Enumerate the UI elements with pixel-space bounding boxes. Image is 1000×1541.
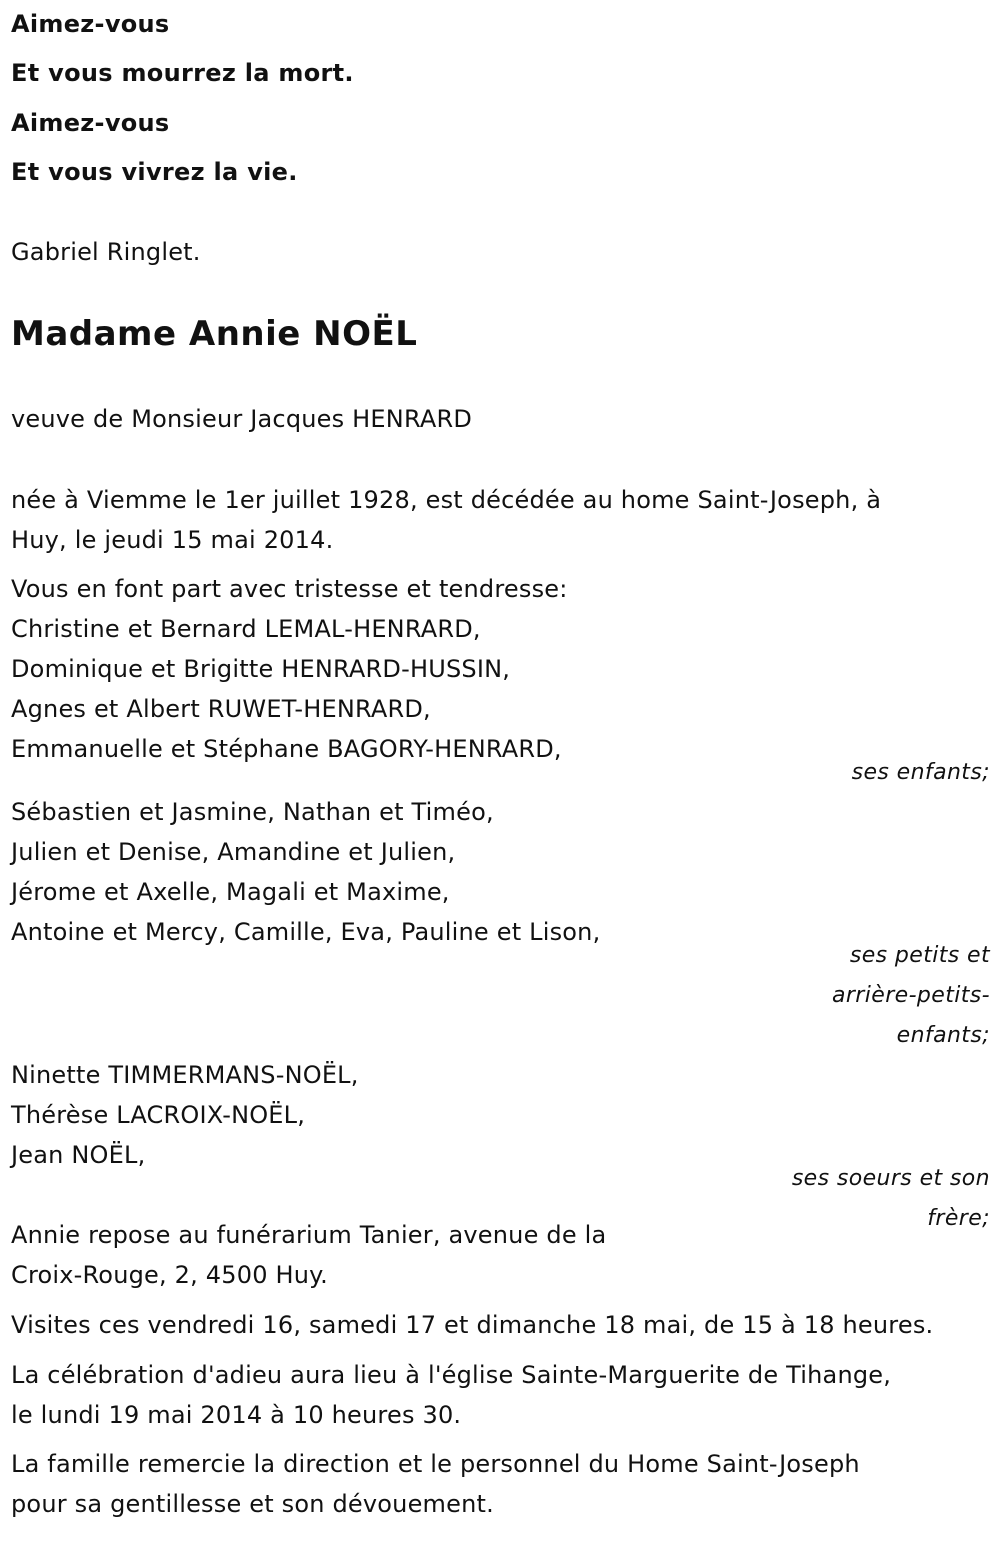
grandchild-3: Jérome et Axelle, Magali et Maxime,	[11, 878, 450, 906]
thanks-line-2: pour sa gentillesse et son dévouement.	[11, 1490, 494, 1518]
child-1: Christine et Bernard LEMAL-HENRARD,	[11, 615, 481, 643]
siblings-label-1: ses soeurs et son	[791, 1166, 990, 1191]
sibling-3: Jean NOËL,	[11, 1141, 146, 1169]
birth-death-line-1: née à Viemme le 1er juillet 1928, est décédée au home Saint-Joseph, à	[11, 486, 882, 514]
sibling-1: Ninette TIMMERMANS-NOËL,	[11, 1061, 359, 1089]
birth-death-line-2: Huy, le jeudi 15 mai 2014.	[11, 526, 334, 554]
poem-line-1: Aimez-vous	[11, 10, 170, 38]
visits: Visites ces vendredi 16, samedi 17 et dimanche 18 mai, de 15 à 18 heures.	[11, 1311, 934, 1339]
grandchildren-label-3: enfants;	[896, 1023, 990, 1048]
grandchildren-label-2: arrière-petits-	[831, 983, 990, 1008]
grandchild-2: Julien et Denise, Amandine et Julien,	[11, 838, 456, 866]
child-3: Agnes et Albert RUWET-HENRARD,	[11, 695, 431, 723]
rest-line-1: Annie repose au funérarium Tanier, avenue de la	[11, 1221, 607, 1249]
siblings-label-2: frère;	[927, 1206, 990, 1231]
deceased-name: Madame Annie NOËL	[11, 314, 418, 354]
grandchild-4: Antoine et Mercy, Camille, Eva, Pauline et Lison,	[11, 918, 601, 946]
ceremony-line-1: La célébration d'adieu aura lieu à l'église Sainte-Marguerite de Tihange,	[11, 1361, 892, 1389]
child-2: Dominique et Brigitte HENRARD-HUSSIN,	[11, 655, 511, 683]
rest-line-2: Croix-Rouge, 2, 4500 Huy.	[11, 1261, 328, 1289]
sibling-2: Thérèse LACROIX-NOËL,	[11, 1101, 306, 1129]
poem-line-2: Et vous mourrez la mort.	[11, 59, 354, 87]
children-label: ses enfants;	[851, 760, 990, 785]
poem-line-4: Et vous vivrez la vie.	[11, 158, 298, 186]
poem-author: Gabriel Ringlet.	[11, 238, 201, 266]
child-4: Emmanuelle et Stéphane BAGORY-HENRARD,	[11, 735, 562, 763]
ceremony-line-2: le lundi 19 mai 2014 à 10 heures 30.	[11, 1401, 462, 1429]
grandchildren-label-1: ses petits et	[849, 943, 990, 968]
grandchild-1: Sébastien et Jasmine, Nathan et Timéo,	[11, 798, 494, 826]
poem-line-3: Aimez-vous	[11, 109, 170, 137]
announcement-intro: Vous en font part avec tristesse et tendresse:	[11, 575, 568, 603]
thanks-line-1: La famille remercie la direction et le personnel du Home Saint-Joseph	[11, 1450, 860, 1478]
widow-of: veuve de Monsieur Jacques HENRARD	[11, 405, 473, 433]
